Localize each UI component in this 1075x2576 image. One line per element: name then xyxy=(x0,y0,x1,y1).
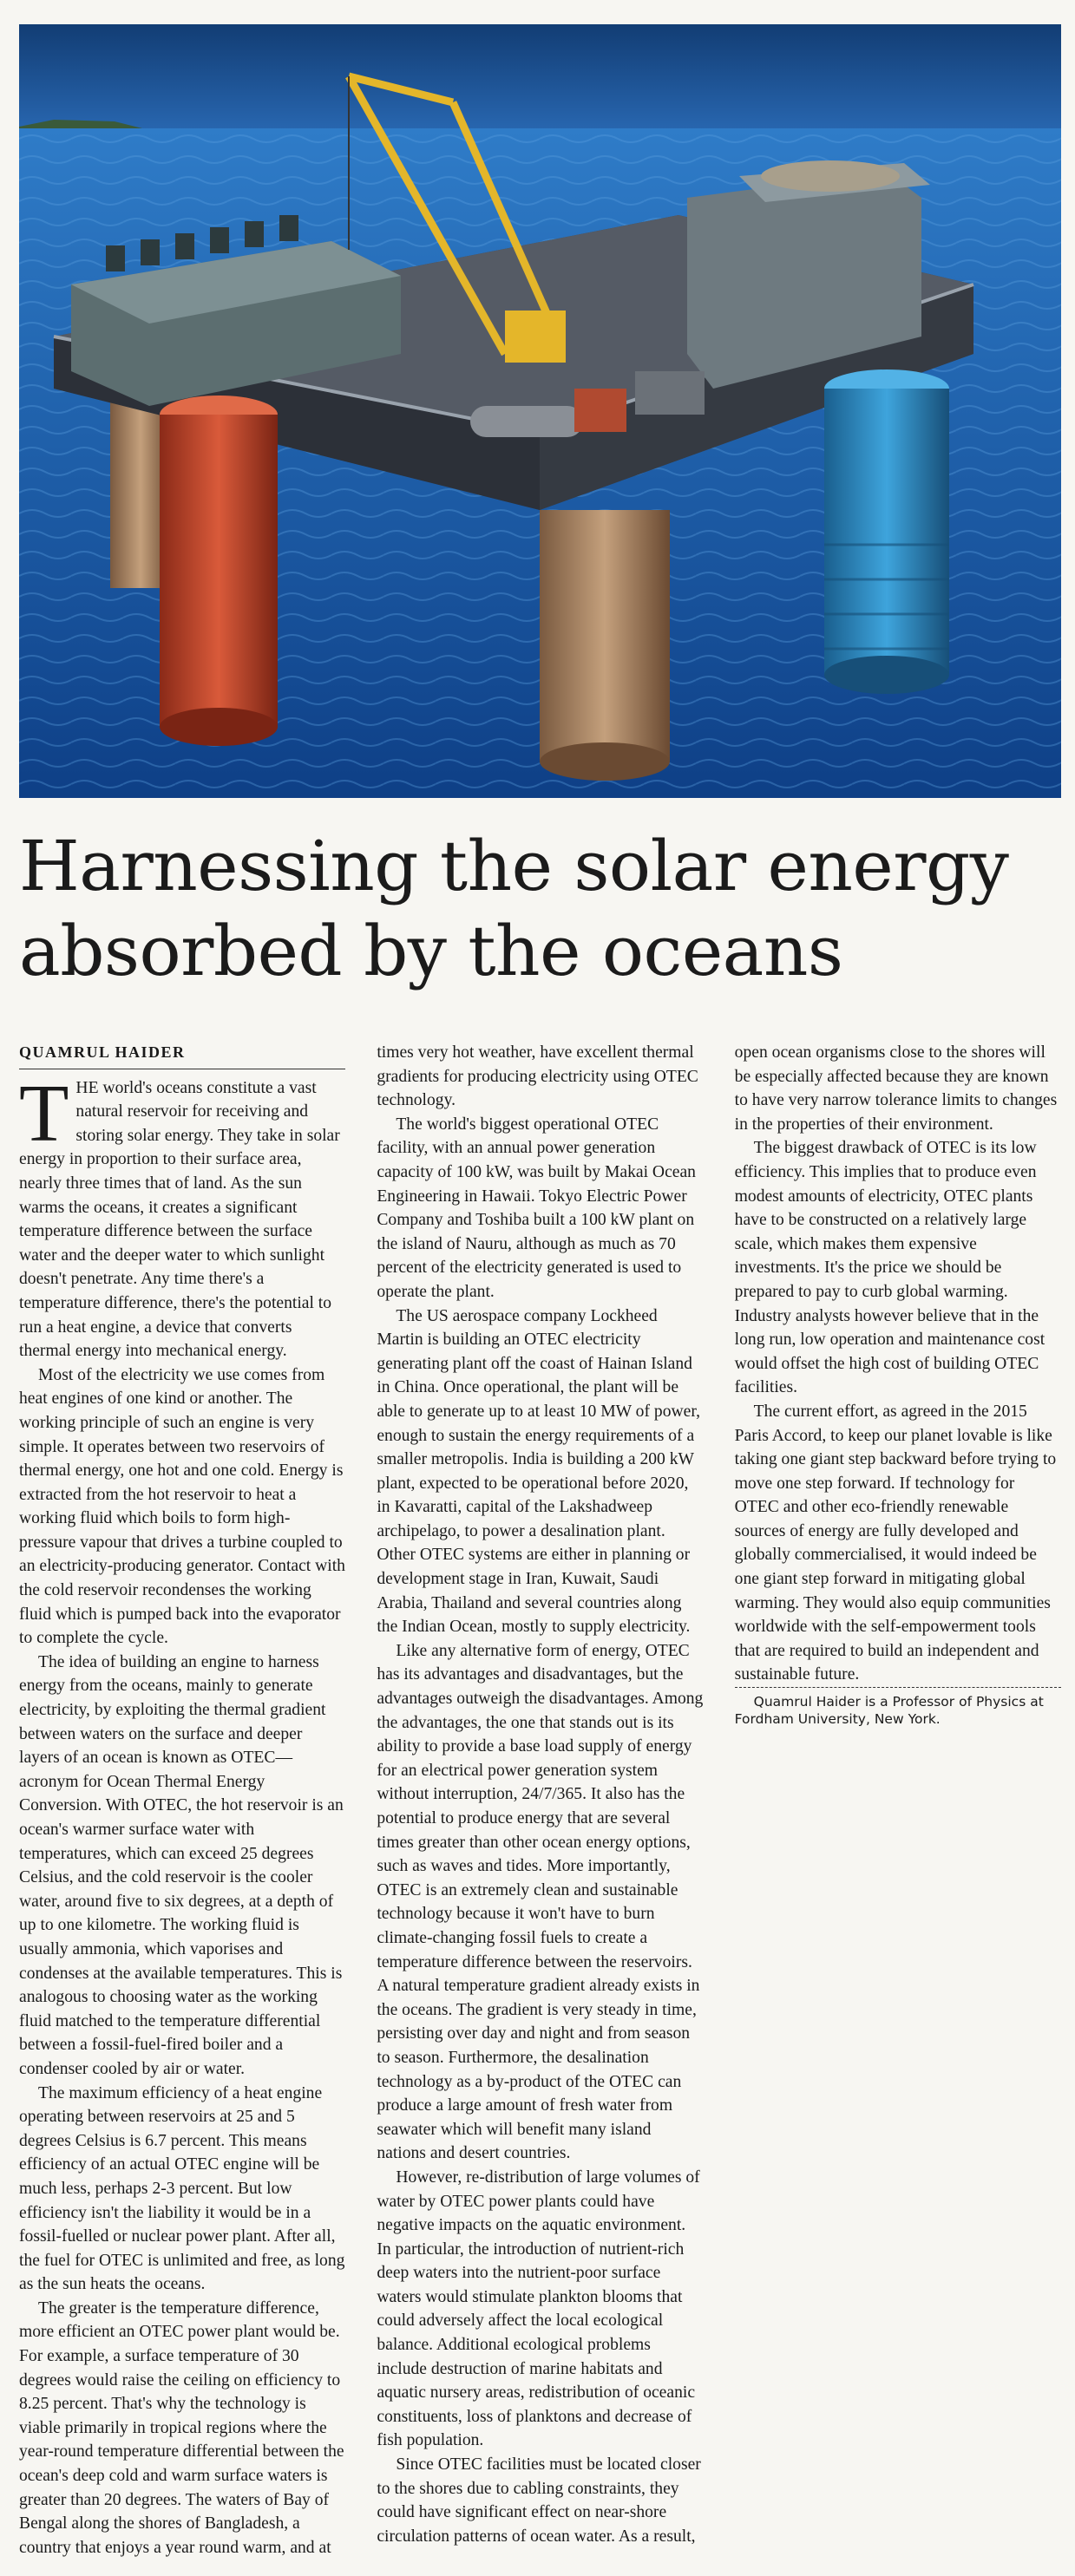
paragraph: Most of the electricity we use comes from heat engines of one kind or another. The working principle of such an engine is very simple. It operates between two reservoirs of thermal energy, one hot and one cold. Energy is extracted from the hot reservoir to heat a working fluid which boils to form high-pressure vapour that drives a turbine coupled to an electricity-producing generator. Contact with the cold reservoir recondenses the working fluid which is pumped back into the evaporator to complete the cycle. xyxy=(19,1365,345,1648)
paragraph: The maximum efficiency of a heat engine operating between reservoirs at 25 and 5 degrees Celsius is 6.7 percent. This means efficiency of an actual OTEC engine will be much less, perhaps 2-3 percent. But low efficiency isn't the liability it would be in a fossil-fuelled or nuclear power plant. After all, the fuel for OTEC is unlimited and free, as long as the sun heats the oceans. xyxy=(19,2083,345,2294)
paragraph: The US aerospace company Lockheed Martin is building an OTEC electricity generating plant off the coast of Hainan Island in China. Once operational, the plant will be able to generate up to at least 10 MW of power, enough to sustain the energy requirements of a smaller metropolis. India is building a 200 kW plant, expected to be operational before 2020, in Kavaratti, capital of the Lakshadweep archipelago, to power a desalination plant. Other OTEC systems are either in planning or development stage in Iran, Kuwait, Saudi Arabia, Thailand and several countries along the Indian Ocean, mostly to supply electricity. xyxy=(377,1306,700,1637)
paragraph: The current effort, as agreed in the 2015 Paris Accord, to keep our planet lovable is like taking one giant step backward before trying to move one step forward. If technology for OTEC and other eco-friendly renewable sources of energy are fully developed and globally commercialised, it would indeed be one giant step forward in mitigating global warming. They would also equip communities worldwide with the self-empowerment tools that are required to build an independent and sustainable future. xyxy=(734,1402,1057,1684)
paragraph: The greater is the temperature difference, more efficient an OTEC power plant would be. For example, a surface temperature of 30 degrees would raise the ceiling on efficiency to 8.25 percent. That's why the technology is viable primarily in tropical regions where the year-round temperature differential between the ocean's deep cold and warm surface waters is greater than 20 degrees. The waters of Bay of Bengal along the shores of Bangladesh, a country that enjoys a year round warm, and at times very hot weather, have excellent thermal gradients for producing electricity using OTEC technology. xyxy=(19,1043,698,2557)
otec-platform-illustration xyxy=(19,24,1061,798)
paragraph: The idea of building an engine to harness energy from the oceans, mainly to generate electricity, by exploiting the thermal gradient between waters on the surface and deeper layers of an ocean is known as OTEC—acronym for Ocean Thermal Energy Conversion. With OTEC, the hot reservoir is an ocean's warmer surface water with temperatures, which can exceed 25 degrees Celsius, and the cold reservoir is the cooler water, around five to six degrees, at a depth of up to one kilometre. The working fluid is usually ammonia, which vaporises and condenses at the available temperatures. This is analogous to choosing water as the working fluid matched to the temperature differential between a fossil-fuel-fired boiler and a condenser cooled by air or water. xyxy=(19,1652,344,2078)
author-note: Quamrul Haider is a Professor of Physics at Fordham University, New York. xyxy=(735,1687,1061,1728)
paragraph: Like any alternative form of energy, OTEC has its advantages and disadvantages, but the advantages outweigh the disadvantages. Among the advantages, the one that stands out is its ability to provide a base load supply of energy for an electrical power generation system without interruption, 24/7/365. It also has the potential to produce energy that are several times greater than other ocean energy options, such as waves and tides. More importantly, OTEC is an extremely clean and sustainable technology because it won't have to burn climate-changing fossil fuels to create a temperature difference between the reservoirs. A natural temperature gradient already exists in the oceans. The gradient is very steady in time, persisting over day and night and from season to season. Furthermore, the desalination technology as a by-product of the OTEC can produce a large amount of fresh water from seawater which will benefit many island nations and desert countries. xyxy=(377,1641,704,2163)
paragraph: Since OTEC facilities must be located closer to the shores due to cabling constraints, they could have significant effect on near-shore circulation patterns of ocean water. As a result, open ocean organisms close to the shores will be especially affected because they are known to have very narrow tolerance limits to changes in the properties of their environment. xyxy=(377,1043,1058,2546)
headline: Harnessing the solar energy absorbed by the oceans xyxy=(19,826,1009,991)
paragraph xyxy=(19,1068,345,1363)
otec-platform-photo xyxy=(19,24,1061,798)
paragraph: The world's biggest operational OTEC facility, with an annual power generation capacity of 100 kW, was built by Makai Ocean Engineering in Hawaii. Tokyo Electric Power Company and Toshiba built a 100 kW plant on the island of Nauru, although as much as 70 percent of the electricity generated is used to operate the plant. xyxy=(377,1115,696,1301)
paragraph: The biggest drawback of OTEC is its low efficiency. This implies that to produce even modest amounts of electricity, OTEC plants have to be constructed on a relatively large scale, which makes them expensive investments. It's the price we should be prepared to pay to curb global warming. Industry analysts however believe that in the long run, low operation and maintenance cost would offset the high cost of building OTEC facilities. xyxy=(734,1139,1046,1397)
article-body xyxy=(19,1041,1061,2563)
drop-cap: T xyxy=(19,1068,69,1159)
paragraph: However, re-distribution of large volumes of water by OTEC power plants could have negative impacts on the aquatic environment. In particular, the introduction of nutrient-rich deep waters into the nutrient-poor surface waters would stimulate plankton blooms that could adversely affect the local ecological balance. Additional ecological problems include destruction of marine habitats and aquatic nursery areas, redistribution of oceanic constituents, loss of planktons and decrease of fish population. xyxy=(377,2167,700,2450)
paragraph-text: HE world's oceans constitute a vast natural reservoir for receiving and storing solar energy. They take in solar energy in proportion to their surface area, nearly three times that of land. As the sun warms the oceans, it creates a significant temperature difference between the surface water and the deeper water to which sunlight doesn't penetrate. Any time there's a temperature difference, there's the potential to run a heat engine, a device that converts thermal energy into mechanical energy. xyxy=(19,1078,340,1361)
byline: QUAMRUL HAIDER xyxy=(19,1041,345,1069)
